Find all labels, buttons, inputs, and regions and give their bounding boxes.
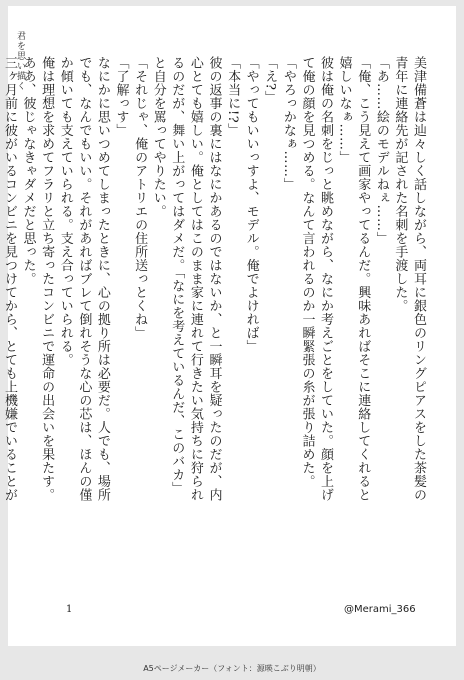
- paragraph: 彼の返事の裏にはなにかあるのではないか、と一瞬耳を疑ったのだが、内心とても嬉しい。俺としてはこのまま家に連れて行きたい気持ちに狩られるのだが、舞い上がってはダメだ。「なにを考えているんだ、このバカ」と自分を罵ってやりたい。: [150, 56, 222, 502]
- paragraph: 美津備蒼は辿々しく話しながら、両耳に銀色のリングピアスをした茶髪の青年に連絡先が記された名刺を手渡した。: [392, 56, 426, 502]
- author-handle: @Merami_366: [344, 604, 416, 615]
- paragraph: 「やろっかなぁ……」: [280, 56, 296, 191]
- paragraph: なにかに思いつめてしまったときに、心の拠り所は必要だ。人でも、場所でも、なんでもいい。それがあればブレて倒れそうな心の芯は、ほんの僅か傾いても支えていられる。支え合っていられる。: [57, 56, 110, 502]
- paragraph: 彼は俺の名刺をじっと眺めながら、なにか考えごとをしていた。顔を上げて俺の顔を見つめる。なんて言われるのか一瞬緊張の糸が張り詰めた。: [299, 56, 334, 502]
- paragraph: 「俺、こう見えて画家やってるんだ。興味あればそこに連絡してくれると嬉しいなぁ……」: [336, 56, 371, 502]
- paragraph: 「本当に!?」: [225, 56, 241, 137]
- paragraph: 「あ……絵のモデルねぇ……」: [373, 56, 389, 245]
- paragraph: 三ヶ月前に彼がいるコンビニを見つけてから、とても上機嫌でいることが: [1, 56, 17, 502]
- paragraph: 「え?」: [262, 56, 278, 104]
- paragraph: 「了解っす」: [113, 56, 129, 137]
- manuscript-page: [1, 6, 456, 646]
- paragraph: 俺は理想を求めてフラリと立ち寄ったコンビニで運命の出会いを果たす。ああ、彼じゃなきゃダメだと思った。: [20, 56, 55, 502]
- paragraph: 「やってもいいっすよ、モデル。俺でよければ」: [243, 56, 259, 353]
- page-title: 君を思い描く: [15, 31, 25, 91]
- paragraph: 「それじゃ、俺のアトリエの住所送っとくね」: [132, 56, 148, 340]
- page-number: 1: [66, 604, 73, 615]
- generator-caption: A5ページメーカー（フォント：源暎こぶり明朝）: [143, 664, 321, 673]
